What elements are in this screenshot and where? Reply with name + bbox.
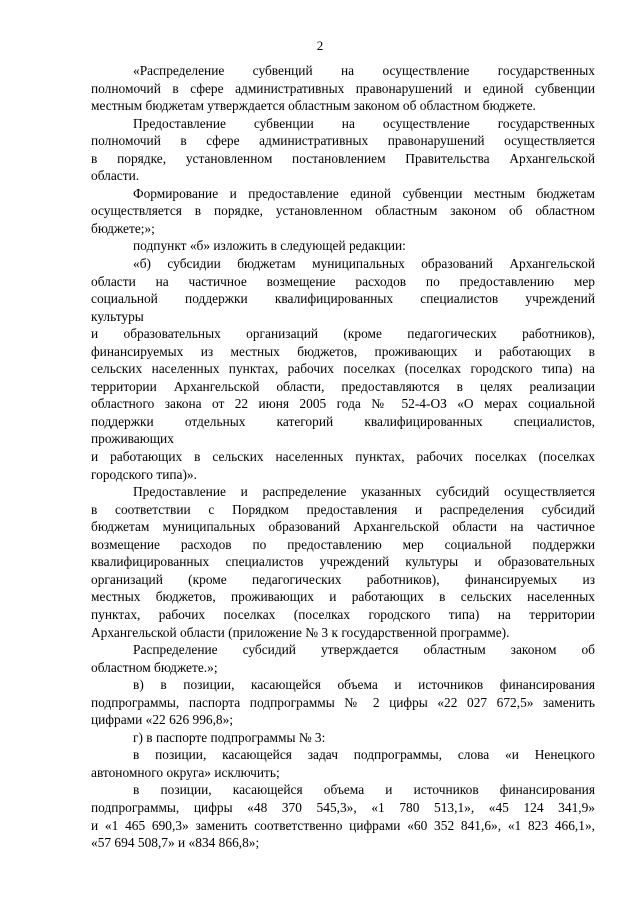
document-body bbox=[91, 62, 595, 852]
text-line: возмещение расходов по предоставлению мер социальной поддержки bbox=[91, 536, 595, 552]
text-line: организаций (кроме педагогических работников), финансируемых из bbox=[91, 571, 595, 587]
text-line: Формирование и предоставление единой субвенции местным бюджетам bbox=[133, 185, 595, 201]
text-line: Архангельской области (приложение № 3 к государственной программе). bbox=[91, 624, 510, 640]
text-line: цифрами «22 626 996,8»; bbox=[91, 712, 234, 728]
text-line: местным бюджетам утверждается областным законом об областном бюджете. bbox=[91, 98, 536, 114]
text-line: подпункт «б» изложить в следующей редакции: bbox=[133, 238, 406, 254]
text-line: в порядке, установленном постановлением Правительства Архангельской bbox=[91, 150, 595, 166]
text-line: областном бюджете.»; bbox=[91, 659, 218, 675]
text-line: квалифицированных специалистов учреждений культуры и образовательных bbox=[91, 554, 595, 570]
text-line: в соответствии с Порядком предоставления и распределения субсидий bbox=[91, 501, 595, 517]
text-line: подпрограммы, цифры «48 370 545,3», «1 780 513,1», «45 124 341,9» bbox=[91, 799, 595, 815]
text-line: «57 694 508,7» и «834 866,8»; bbox=[91, 835, 260, 851]
text-line: и «1 465 690,3» заменить соответственно цифрами «60 352 841,6», «1 823 466,1», bbox=[91, 817, 595, 833]
text-line: социальной поддержки квалифицированных специалистов учреждений bbox=[91, 291, 595, 307]
text-line: сельских населенных пунктах, рабочих поселках (поселках городского типа) на bbox=[91, 361, 595, 377]
text-line: финансируемых из местных бюджетов, проживающих и работающих в bbox=[91, 343, 595, 359]
text-line: автономного округа» исключить; bbox=[91, 764, 280, 780]
text-line: подпрограммы, паспорта подпрограммы № 2 цифры «22 027 672,5» заменить bbox=[91, 694, 595, 710]
text-line: «Распределение субвенций на осуществление государственных bbox=[133, 63, 595, 78]
text-line: области на частичное возмещение расходов по предоставлению мер bbox=[91, 273, 595, 289]
text-line: полномочий в сфере административных правонарушений осуществляется bbox=[91, 133, 595, 149]
text-line: пунктах, рабочих поселках (поселках городского типа) на территории bbox=[91, 606, 595, 622]
text-line: в позиции, касающейся задач подпрограммы, слова «и Ненецкого bbox=[133, 747, 595, 763]
text-line: осуществляется в порядке, установленном областным законом об областном bbox=[91, 203, 595, 219]
text-line: местных бюджетов, проживающих и работающих в сельских населенных bbox=[91, 589, 595, 605]
text-line: бюджете;»; bbox=[91, 220, 155, 236]
text-line: в) в позиции, касающейся объема и источников финансирования bbox=[133, 677, 595, 693]
text-line: области. bbox=[91, 168, 140, 184]
text-line: в позиции, касающейся объема и источников финансирования bbox=[133, 782, 595, 798]
text-line: Предоставление субвенции на осуществление государственных bbox=[133, 115, 595, 131]
text-line: полномочий в сфере административных правонарушений и единой субвенции bbox=[91, 80, 595, 96]
text-line: бюджетам муниципальных образований Архангельской области на частичное bbox=[91, 519, 595, 535]
page-number: 2 bbox=[316, 38, 324, 53]
text-line: культуры bbox=[91, 308, 144, 324]
text-line: территории Архангельской области, предоставляются в целях реализации bbox=[91, 378, 595, 394]
text-line: поддержки отдельных категорий квалифицированных специалистов, bbox=[91, 413, 595, 429]
text-line: городского типа)». bbox=[91, 466, 197, 482]
text-line: и образовательных организаций (кроме педагогических работников), bbox=[91, 326, 595, 342]
text-line: «б) субсидии бюджетам муниципальных образований Архангельской bbox=[133, 256, 595, 272]
text-line: Предоставление и распределение указанных субсидий осуществляется bbox=[133, 484, 595, 500]
text-line: областного закона от 22 июня 2005 года № 52-4-ОЗ «О мерах социальной bbox=[91, 396, 595, 412]
text-line: Распределение субсидий утверждается областным законом об bbox=[133, 642, 595, 658]
text-line: г) в паспорте подпрограммы № 3: bbox=[133, 729, 326, 745]
text-line: и работающих в сельских населенных пунктах, рабочих поселках (поселках bbox=[91, 449, 595, 465]
text-line: проживающих bbox=[91, 431, 174, 447]
